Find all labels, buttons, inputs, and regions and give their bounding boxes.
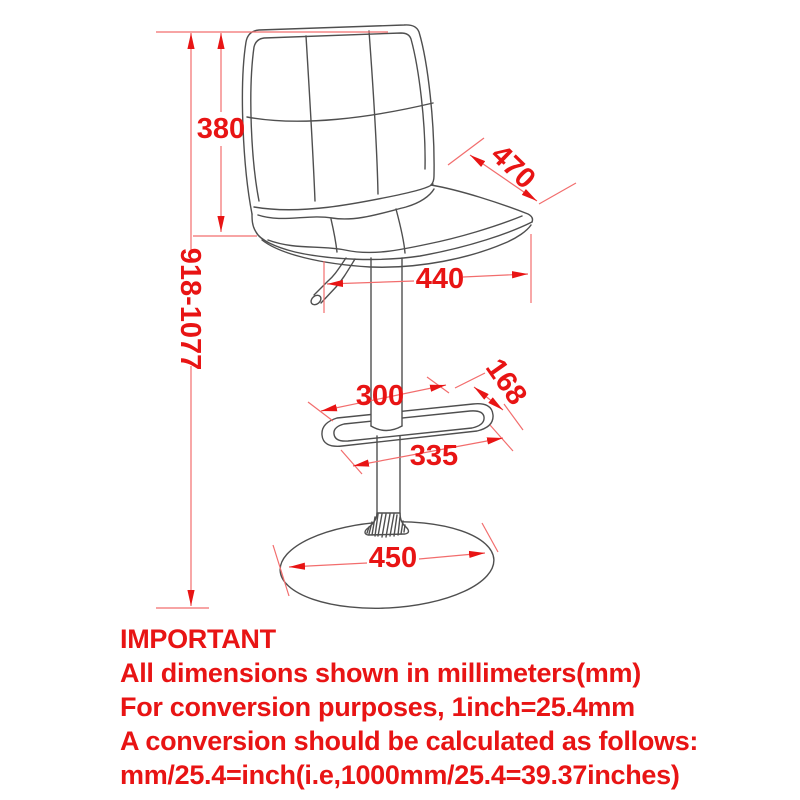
dimension-backrest-height (193, 33, 257, 236)
dimension-footrest-depth (455, 353, 533, 430)
note-line-conversion-example: mm/25.4=inch(i.e,1000mm/25.4=39.37inches) (120, 760, 680, 790)
stool-art (242, 25, 532, 614)
dim-label-seat-diagonal: 470 (484, 138, 542, 196)
note-line-conversion-factor: For conversion purposes, 1inch=25.4mm (120, 692, 635, 722)
column-lower (377, 436, 400, 520)
important-notes (120, 622, 698, 792)
note-line-units: All dimensions shown in millimeters(mm) (120, 658, 641, 688)
backrest (242, 25, 434, 214)
dim-label-overall-height: 918-1077 (174, 247, 206, 371)
dim-label-footrest-depth: 168 (479, 353, 533, 411)
base-collar (365, 513, 409, 537)
footrest (322, 404, 493, 447)
dimension-annotations (156, 32, 576, 608)
dim-label-footrest-bottom-width: 335 (409, 440, 459, 472)
notes-heading: IMPORTANT (120, 624, 276, 654)
dim-label-footrest-top-width: 300 (355, 380, 405, 412)
dim-label-base-diameter: 450 (368, 542, 418, 574)
note-line-conversion-rule: A conversion should be calculated as follows: (120, 726, 699, 756)
dim-label-seat-width: 440 (415, 263, 465, 295)
dim-label-backrest-height: 380 (196, 113, 246, 145)
seat (252, 184, 533, 267)
dimension-seat-diagonal (448, 138, 576, 204)
